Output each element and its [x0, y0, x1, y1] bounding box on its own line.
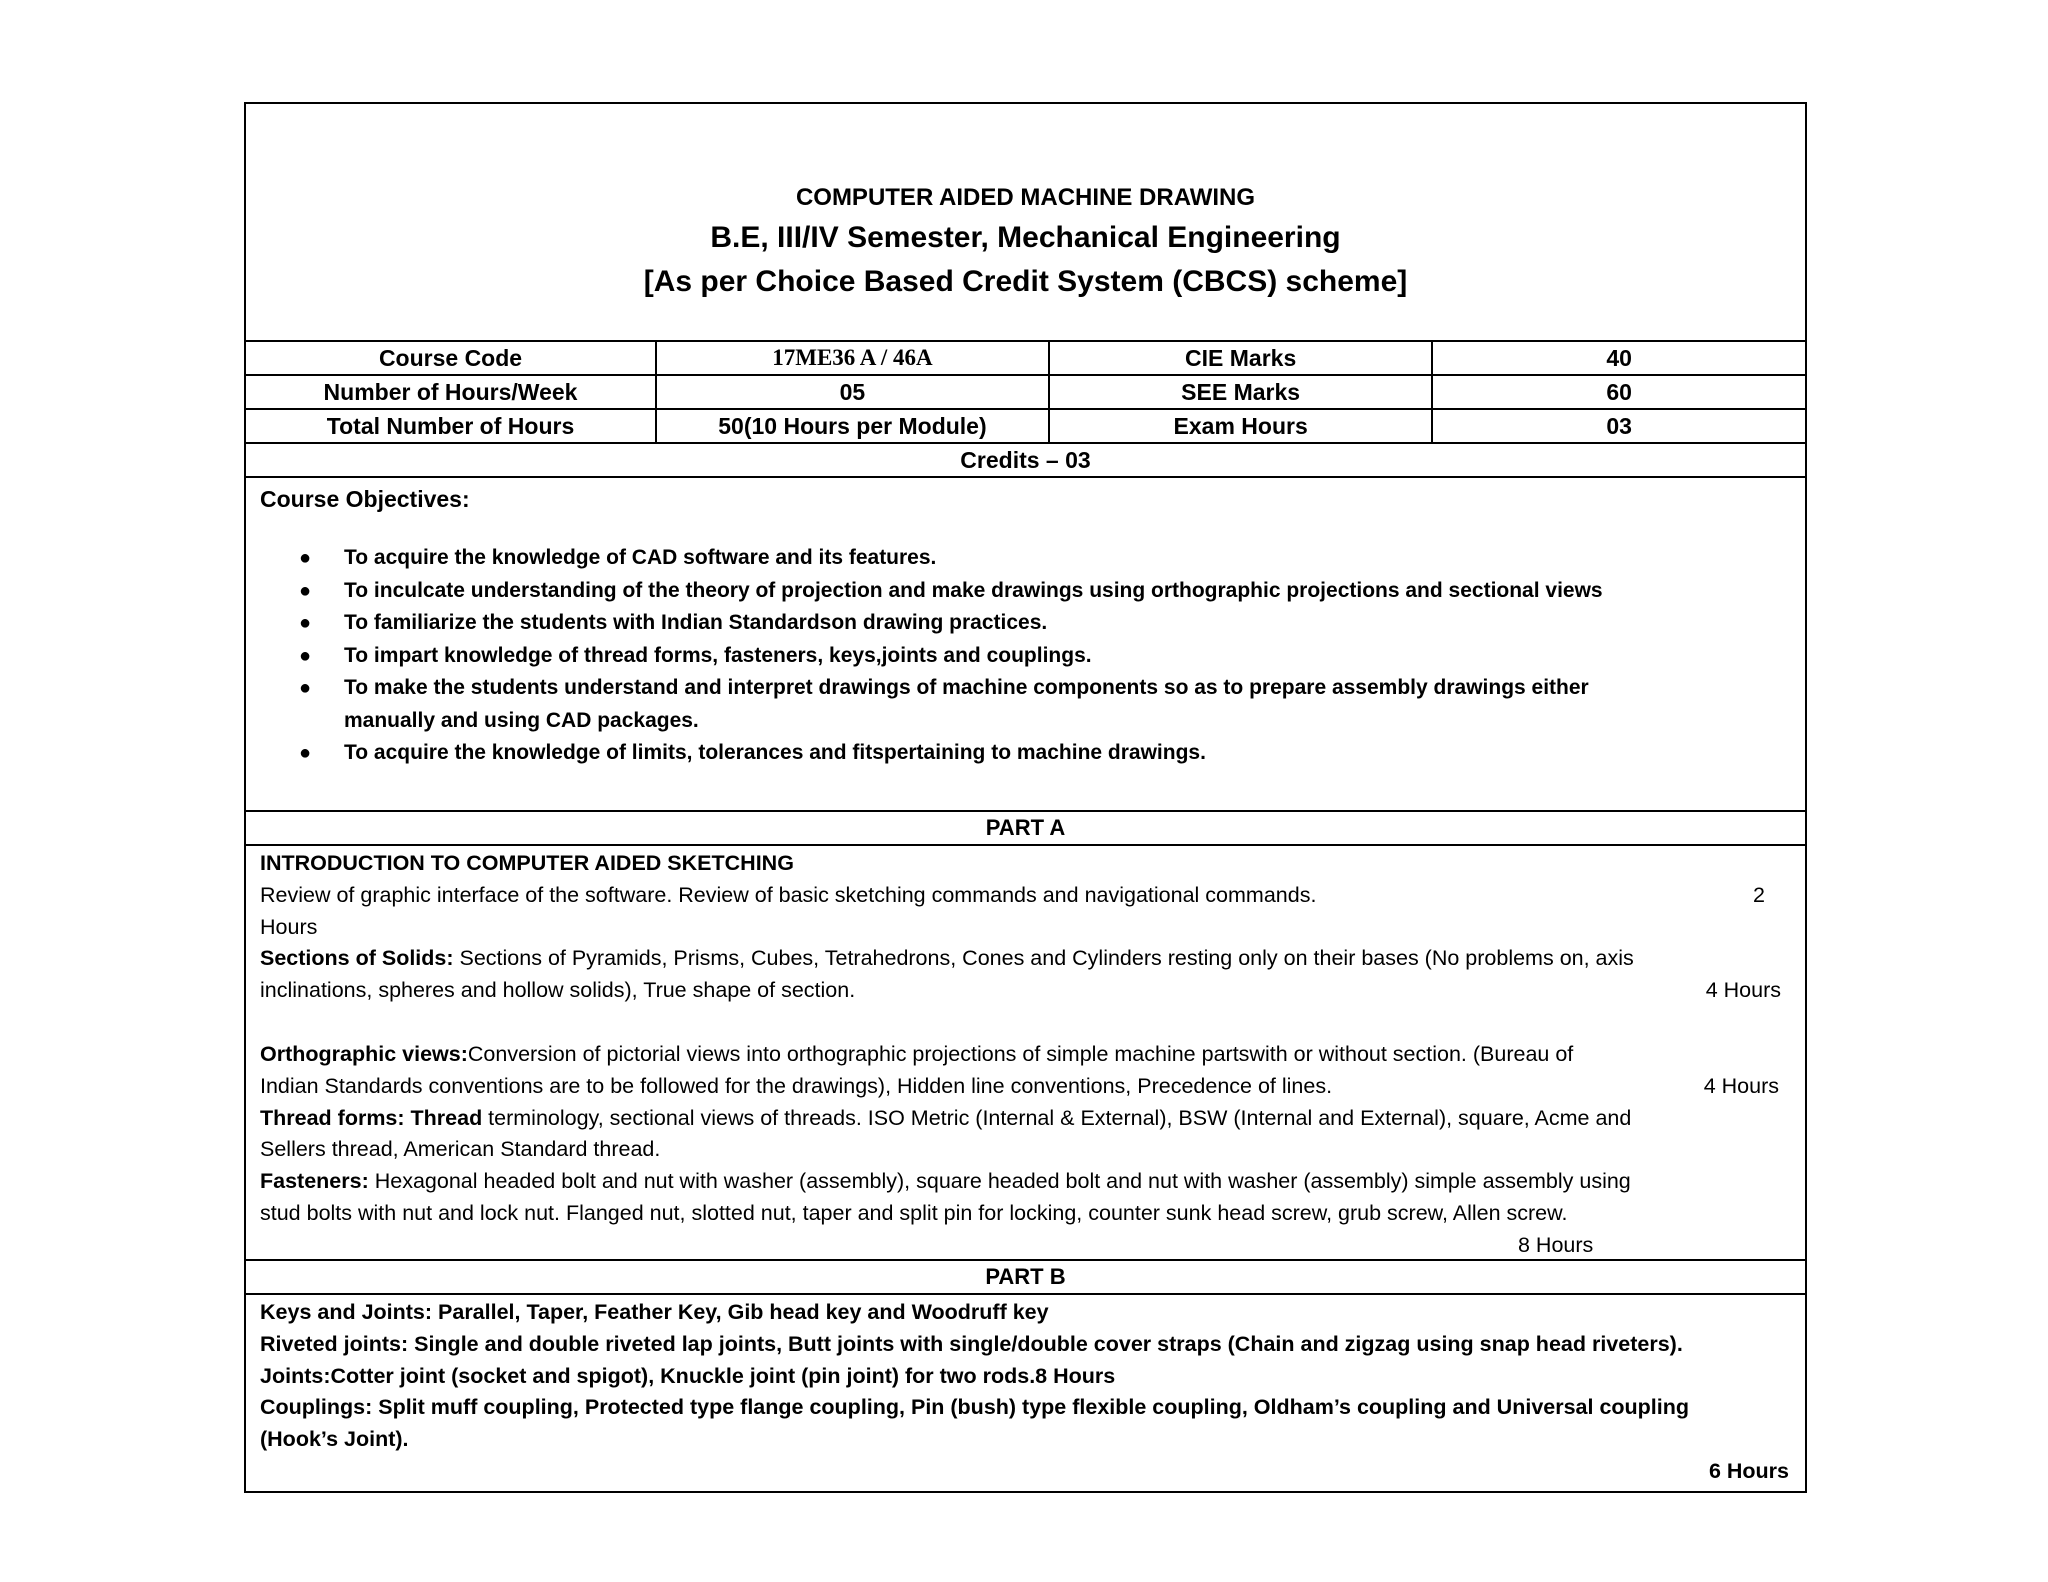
fasteners-line-1: [260, 1166, 1791, 1198]
thread-label: Thread forms: Thread: [260, 1105, 483, 1130]
riveted-line: [260, 1329, 1791, 1361]
bullet-icon: ●: [299, 547, 312, 569]
ortho-text: Conversion of pictorial views into orthographic projections of simple machine partswith or without section. (Bureau of: [467, 1041, 1574, 1066]
thread-line-2: Sellers thread, American Standard thread.: [260, 1137, 661, 1162]
credits-row: Credits – 03: [246, 444, 1805, 478]
solids-label: Sections of Solids:: [260, 946, 454, 971]
objective-text: To acquire the knowledge of limits, tolerances and fitspertaining to machine drawings.: [344, 741, 1206, 764]
table-row: [246, 342, 1805, 375]
scheme-subtitle: [As per Choice Based Credit System (CBCS) scheme]: [643, 265, 1408, 298]
table-row: [246, 409, 1805, 443]
fasteners-label: Fasteners:: [260, 1169, 369, 1194]
bullet-icon: ●: [299, 644, 312, 667]
part-a-heading: PART A: [246, 812, 1805, 846]
joints-text: Cotter joint (socket and spigot), Knuckle joint (pin joint) for two rods.8 Hours: [330, 1363, 1116, 1388]
solids-text: Sections of Pyramids, Prisms, Cubes, Tetrahedrons, Cones and Cylinders resting only on their bases (No problems on, axis: [453, 946, 1634, 971]
keys-label: Keys and Joints:: [260, 1300, 433, 1324]
intro-title: INTRODUCTION TO COMPUTER AIDED SKETCHING: [260, 851, 794, 875]
objective-text: To make the students understand and interpret drawings of machine components so as to prepare assembly drawings either: [344, 676, 1589, 699]
solids-line-1: [260, 943, 1791, 975]
keys-text: Parallel, Taper, Feather Key, Gib head key and Woodruff key: [432, 1300, 1049, 1324]
couplings-hours: 6 Hours: [1708, 1458, 1789, 1483]
objective-text: To acquire the knowledge of CAD software and its features.: [344, 546, 937, 569]
couplings-label: Couplings:: [260, 1395, 373, 1420]
exam-hours-label: Exam Hours: [1049, 409, 1433, 443]
intro-text: Review of graphic interface of the software. Review of basic sketching commands and navigational commands.: [260, 882, 1317, 907]
bullet-icon: ●: [299, 612, 312, 634]
course-title: COMPUTER AIDED MACHINE DRAWING: [795, 184, 1256, 211]
solids-text-continued: inclinations, spheres and hollow solids), True shape of section.: [260, 978, 856, 1003]
thread-text: terminology, sectional views of threads. ISO Metric (Internal & External), BSW (Internal and External), square, Acme and: [482, 1105, 1632, 1130]
thread-line-1: [260, 1103, 1791, 1135]
list-item: [299, 542, 1791, 575]
intro-hours-word: Hours: [260, 914, 318, 939]
see-marks-value: 60: [1432, 375, 1805, 409]
bullet-icon: ●: [299, 677, 312, 699]
list-item: [299, 607, 1791, 640]
see-marks-label: SEE Marks: [1049, 375, 1433, 409]
total-hours-value: 50(10 Hours per Module): [656, 409, 1049, 443]
course-objectives: [246, 478, 1805, 812]
part-b-heading: PART B: [246, 1261, 1805, 1295]
list-item: [299, 672, 1791, 737]
couplings-text: Split muff coupling, Protected type flange coupling, Pin (bush) type flexible coupling, Oldham’s coupling and Universal coupling: [372, 1395, 1690, 1420]
ortho-line-1: [260, 1039, 1791, 1071]
objective-text-continued: manually and using CAD packages.: [344, 708, 699, 732]
fasteners-line-2: stud bolts with nut and lock nut. Flanged nut, slotted nut, taper and split pin for locking, counter sunk head screw, grub screw, Allen screw.: [260, 1200, 1568, 1225]
intro-text-line: [260, 880, 1791, 912]
cie-marks-value: 40: [1432, 342, 1805, 375]
objective-text: To inculcate understanding of the theory of projection and make drawings using orthographic projections and sectional views: [344, 578, 1603, 602]
objectives-title: Course Objectives:: [260, 486, 470, 512]
course-code-label: Course Code: [246, 342, 656, 375]
spacer: [260, 1007, 1791, 1039]
total-hours-label: Total Number of Hours: [246, 409, 656, 443]
semester-subtitle: B.E, III/IV Semester, Mechanical Engineering: [710, 221, 1341, 254]
document-header: [246, 104, 1805, 342]
joints-line: [260, 1361, 1791, 1393]
ortho-line-2: [260, 1071, 1791, 1103]
hours-week-label: Number of Hours/Week: [246, 375, 656, 409]
riveted-text: Single and double riveted lap joints, Butt joints with single/double cover straps (Chain and zigzag using snap head riveters).: [408, 1331, 1683, 1356]
list-item: [299, 640, 1791, 673]
exam-hours-value: 03: [1432, 409, 1805, 443]
bullet-icon: ●: [299, 742, 312, 764]
couplings-line-1: [260, 1392, 1791, 1424]
couplings-line-2: (Hook’s Joint).: [260, 1427, 409, 1452]
table-row: [246, 375, 1805, 409]
intro-hours: 2: [1753, 882, 1765, 907]
syllabus-page: [244, 102, 1807, 1493]
joints-label: Joints:: [260, 1363, 331, 1388]
solids-hours: 4 Hours: [1705, 978, 1781, 1003]
objectives-list: [260, 542, 1791, 770]
part-b-content: [246, 1295, 1805, 1488]
hours-week-value: 05: [656, 375, 1049, 409]
bullet-icon: ●: [299, 579, 312, 602]
keys-line: [260, 1297, 1791, 1329]
ortho-hours: 4 Hours: [1703, 1073, 1779, 1098]
fasteners-hours: 8 Hours: [1518, 1232, 1594, 1257]
list-item: [299, 737, 1791, 770]
part-a-content: [246, 846, 1805, 1261]
fasteners-text: Hexagonal headed bolt and nut with washer (assembly), square headed bolt and nut with washer (assembly) simple assembly using: [368, 1169, 1631, 1194]
objective-text: To familiarize the students with Indian Standardson drawing practices.: [344, 611, 1048, 634]
list-item: [299, 575, 1791, 608]
ortho-text-continued: Indian Standards conventions are to be followed for the drawings), Hidden line conventions, Precedence of lines.: [260, 1073, 1333, 1098]
course-code-value: 17ME36 A / 46A: [656, 342, 1049, 375]
solids-line-2: [260, 975, 1791, 1007]
course-info-table: [246, 342, 1805, 444]
riveted-label: Riveted joints:: [260, 1331, 409, 1356]
objective-text: To impart knowledge of thread forms, fasteners, keys,joints and couplings.: [344, 643, 1092, 667]
cie-marks-label: CIE Marks: [1049, 342, 1433, 375]
ortho-label: Orthographic views:: [260, 1041, 468, 1066]
